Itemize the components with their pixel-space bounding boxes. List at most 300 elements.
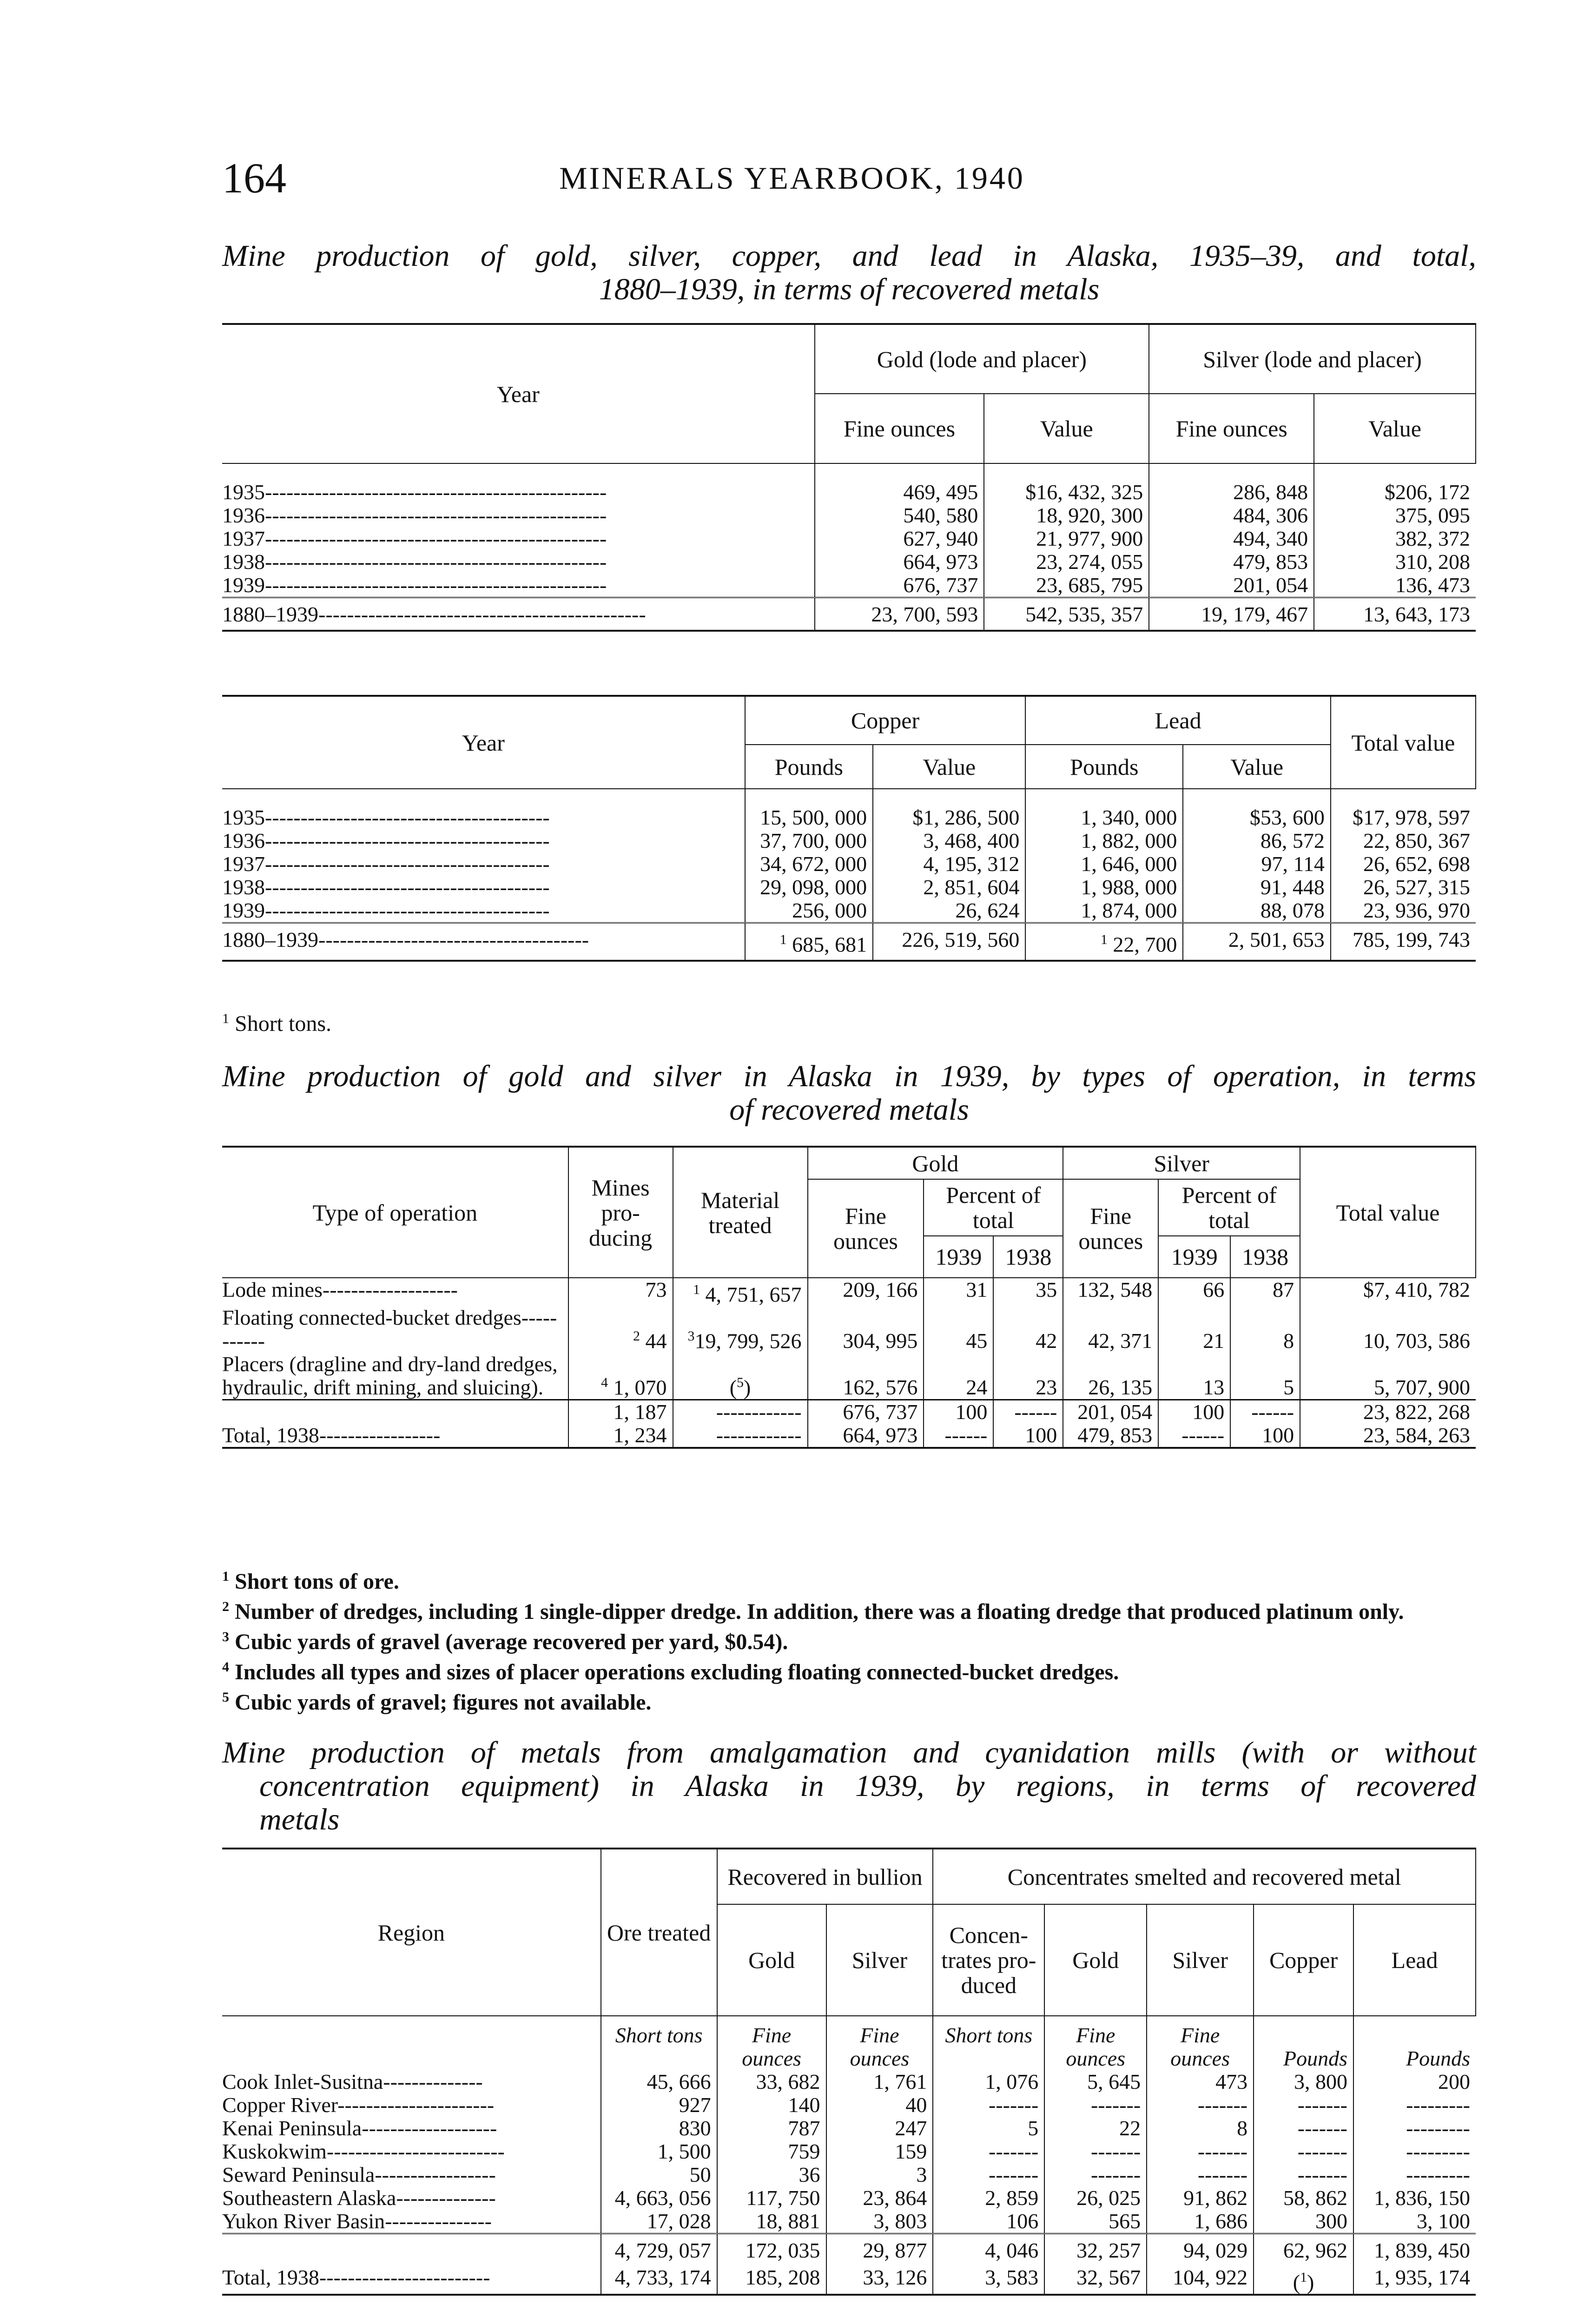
- table1-grp-gold: Gold (lode and placer): [815, 324, 1149, 394]
- cell: 286, 848: [1149, 481, 1314, 504]
- table-row-total: [222, 923, 1476, 961]
- cell: $206, 172: [1314, 481, 1476, 504]
- table-row: [222, 1306, 1476, 1353]
- table4-col-lead: Lead: [1353, 1904, 1476, 2016]
- table-row: [222, 852, 1476, 876]
- table-row-total-1938: [222, 2266, 1476, 2295]
- cell: 23, 274, 055: [984, 550, 1149, 574]
- cell: ------------: [673, 1424, 808, 1448]
- cell: -------: [1254, 2163, 1353, 2186]
- table3-col-silver-percent: Percent of total: [1158, 1179, 1300, 1236]
- cell: 1, 234: [568, 1424, 673, 1448]
- table1-caption: [222, 239, 1476, 306]
- table4-col-bullion-gold: Gold: [717, 1904, 826, 2016]
- cell: 36: [717, 2163, 826, 2186]
- cell: -------: [933, 2140, 1044, 2163]
- row-label: Placers (dragline and dry-land dredges, hydraulic, drift mining, and sluicing).: [222, 1352, 558, 1400]
- cell: 1, 836, 150: [1353, 2186, 1476, 2210]
- table3-col-material: Material treated: [673, 1147, 808, 1278]
- cell: 132, 548: [1063, 1278, 1158, 1306]
- cell: 3, 800: [1254, 2070, 1353, 2093]
- cell: 33, 682: [717, 2070, 826, 2093]
- cell: 4, 663, 056: [601, 2186, 717, 2210]
- cell: 676, 737: [808, 1400, 924, 1424]
- cell: 1, 839, 450: [1353, 2234, 1476, 2266]
- table2-col-total-value: Total value: [1331, 696, 1476, 789]
- table-row: [222, 2117, 1476, 2140]
- cell: 23, 822, 268: [1300, 1400, 1476, 1424]
- cell: 159: [826, 2140, 933, 2163]
- table4-caption-line3: metals: [259, 1802, 340, 1836]
- cell: ($^5$): [673, 1353, 808, 1400]
- row-label: 1938------------------------------------------------: [222, 550, 607, 574]
- footnote: $^3$ Cubic yards of gravel (average recovered per yard, $0.54).: [222, 1629, 788, 1654]
- cell: 17, 028: [601, 2210, 717, 2234]
- row-label: 1939------------------------------------------------: [222, 573, 607, 597]
- cell: 140: [717, 2093, 826, 2117]
- cell: 87: [1230, 1278, 1300, 1306]
- cell: 15, 500, 000: [745, 806, 873, 829]
- page-number: 164: [222, 154, 286, 202]
- table4-col-bullion-silver: Silver: [826, 1904, 933, 2016]
- cell: $^4$ 1, 070: [568, 1353, 673, 1400]
- unit: Pounds: [1254, 2016, 1353, 2070]
- row-label: Seward Peninsula-----------------: [222, 2163, 496, 2186]
- cell: 310, 208: [1314, 550, 1476, 574]
- cell: -------: [933, 2093, 1044, 2117]
- cell: 927: [601, 2093, 717, 2117]
- row-label: Total, 1938------------------------: [222, 2265, 490, 2289]
- cell: 5, 707, 900: [1300, 1353, 1476, 1400]
- table2-copper-lead: [222, 695, 1476, 962]
- cell: 73: [568, 1278, 673, 1306]
- cell: 664, 973: [815, 550, 984, 574]
- cell: ------: [993, 1400, 1063, 1424]
- table-row: [222, 1278, 1476, 1306]
- row-label: Kuskokwim-------------------------: [222, 2139, 505, 2163]
- cell: 3, 803: [826, 2210, 933, 2234]
- row-label: Total, 1938-----------------: [222, 1423, 441, 1447]
- cell: 830: [601, 2117, 717, 2140]
- cell: 106: [933, 2210, 1044, 2234]
- cell: 29, 098, 000: [745, 876, 873, 899]
- cell: 627, 940: [815, 527, 984, 550]
- table1-caption-line2: 1880–1939, in terms of recovered metals: [599, 272, 1100, 306]
- footnote: $^1$ Short tons of ore.: [222, 1569, 399, 1594]
- cell: 664, 973: [808, 1424, 924, 1448]
- cell: 45: [924, 1306, 993, 1353]
- unit: Pounds: [1353, 2016, 1476, 2070]
- table4-col-copper: Copper: [1254, 1904, 1353, 2016]
- cell: 91, 448: [1183, 876, 1330, 899]
- cell: $7, 410, 782: [1300, 1278, 1476, 1306]
- table-row: [222, 899, 1476, 923]
- cell: 494, 340: [1149, 527, 1314, 550]
- table4-col-ore: Ore treated: [601, 1849, 717, 2016]
- cell: 542, 535, 357: [984, 598, 1149, 631]
- cell: -------: [1147, 2140, 1254, 2163]
- cell: 226, 519, 560: [873, 923, 1025, 961]
- cell: -------: [1044, 2140, 1147, 2163]
- cell: -------: [933, 2163, 1044, 2186]
- table-row: [222, 2210, 1476, 2234]
- cell: 172, 035: [717, 2234, 826, 2266]
- table2-grp-copper: Copper: [745, 696, 1026, 745]
- cell: 785, 199, 743: [1331, 923, 1476, 961]
- row-label: 1935------------------------------------------------: [222, 480, 607, 504]
- cell: 676, 737: [815, 574, 984, 598]
- table1-caption-line1: Mine production of gold, silver, copper, and lead in Alaska, 1935–39, and total,: [222, 239, 1476, 273]
- cell: 4, 733, 174: [601, 2266, 717, 2295]
- table3-caption: [222, 1060, 1476, 1127]
- table1-col-gold-value: Value: [984, 394, 1149, 463]
- table1-grp-silver: Silver (lode and placer): [1149, 324, 1476, 394]
- cell: 35: [993, 1278, 1063, 1306]
- table1-col-gold-oz: Fine ounces: [815, 394, 984, 463]
- cell: 1, 340, 000: [1025, 806, 1183, 829]
- table-row: [222, 2163, 1476, 2186]
- table4-caption-line2: concentration equipment) in Alaska in 1939, by regions, in terms of recovered: [259, 1769, 1476, 1803]
- cell: 540, 580: [815, 504, 984, 527]
- cell: 565: [1044, 2210, 1147, 2234]
- cell: 13: [1158, 1353, 1230, 1400]
- table-row: [222, 481, 1476, 504]
- row-label: Kenai Peninsula-------------------: [222, 2116, 497, 2140]
- cell: 201, 054: [1149, 574, 1314, 598]
- table-row: [222, 806, 1476, 829]
- cell: 100: [924, 1400, 993, 1424]
- table4-col-region: Region: [222, 1849, 601, 2016]
- cell: 1, 187: [568, 1400, 673, 1424]
- cell: ------: [1230, 1400, 1300, 1424]
- running-head: MINERALS YEARBOOK, 1940: [559, 160, 1025, 196]
- cell: 787: [717, 2117, 826, 2140]
- cell: 37, 700, 000: [745, 829, 873, 852]
- cell: -------: [1254, 2117, 1353, 2140]
- table3-col-silver-1939: 1939: [1158, 1236, 1230, 1278]
- table3-col-gold-1938: 1938: [993, 1236, 1063, 1278]
- cell: 33, 126: [826, 2266, 933, 2295]
- unit: Fine ounces: [1044, 2016, 1147, 2070]
- table2-body: [222, 806, 1476, 961]
- cell: ---------: [1353, 2140, 1476, 2163]
- cell: -------: [1254, 2140, 1353, 2163]
- cell: 4, 195, 312: [873, 852, 1025, 876]
- cell: $^1$ 4, 751, 657: [673, 1278, 808, 1306]
- cell: ---------: [1353, 2117, 1476, 2140]
- footnote: $^5$ Cubic yards of gravel; figures not available.: [222, 1690, 652, 1715]
- row-label: 1936------------------------------------------------: [222, 503, 607, 527]
- table3-col-gold-oz: Fine ounces: [808, 1179, 924, 1278]
- table-row: [222, 876, 1476, 899]
- cell: 8: [1147, 2117, 1254, 2140]
- cell: 18, 920, 300: [984, 504, 1149, 527]
- cell: 1, 882, 000: [1025, 829, 1183, 852]
- cell: 2, 851, 604: [873, 876, 1025, 899]
- footnote: $^2$ Number of dredges, including 1 single-dipper dredge. In addition, there was a floating dredge that produced platinum only.: [222, 1599, 1404, 1624]
- cell: 117, 750: [717, 2186, 826, 2210]
- cell: 1, 646, 000: [1025, 852, 1183, 876]
- cell: 23: [993, 1353, 1063, 1400]
- cell: -------: [1147, 2163, 1254, 2186]
- cell: 10, 703, 586: [1300, 1306, 1476, 1353]
- cell: 4, 729, 057: [601, 2234, 717, 2266]
- table2-grp-lead: Lead: [1025, 696, 1330, 745]
- row-label: Yukon River Basin---------------: [222, 2209, 492, 2233]
- cell: 32, 567: [1044, 2266, 1147, 2295]
- cell: 209, 166: [808, 1278, 924, 1306]
- cell: ------: [1158, 1424, 1230, 1448]
- row-label: Copper River----------------------: [222, 2093, 495, 2117]
- row-label: Southeastern Alaska--------------: [222, 2186, 496, 2210]
- cell: 23, 936, 970: [1331, 899, 1476, 923]
- row-label: 1937----------------------------------------: [222, 852, 550, 876]
- table4-grp-bullion: Recovered in bullion: [717, 1849, 933, 1904]
- cell: 42, 371: [1063, 1306, 1158, 1353]
- table4-caption-line1: Mine production of metals from amalgamation and cyanidation mills (with or without: [222, 1736, 1476, 1769]
- row-label: Floating connected-bucket dredges-----------: [222, 1306, 557, 1353]
- row-label: 1939----------------------------------------: [222, 898, 550, 922]
- cell: 100: [993, 1424, 1063, 1448]
- cell: 1, 076: [933, 2070, 1044, 2093]
- cell: 23, 584, 263: [1300, 1424, 1476, 1448]
- cell: ---------: [1353, 2093, 1476, 2117]
- table4-grp-concentrates: Concentrates smelted and recovered metal: [933, 1849, 1476, 1904]
- cell: 58, 862: [1254, 2186, 1353, 2210]
- cell: 23, 700, 593: [815, 598, 984, 631]
- cell: 3, 468, 400: [873, 829, 1025, 852]
- row-label: 1936----------------------------------------: [222, 829, 550, 852]
- cell: 26, 025: [1044, 2186, 1147, 2210]
- table3-caption-line2: of recovered metals: [729, 1093, 969, 1127]
- table4-body: [222, 2016, 1476, 2295]
- cell: ---------: [1353, 2163, 1476, 2186]
- cell: 100: [1230, 1424, 1300, 1448]
- cell: 2, 501, 653: [1183, 923, 1330, 961]
- table3-body: [222, 1278, 1476, 1448]
- row-label: Lode mines-------------------: [222, 1278, 458, 1301]
- row-label: [222, 1400, 568, 1424]
- row-label: 1938----------------------------------------: [222, 875, 550, 899]
- cell: 136, 473: [1314, 574, 1476, 598]
- cell: $17, 978, 597: [1331, 806, 1476, 829]
- unit: Fine ounces: [717, 2016, 826, 2070]
- table-row-total: [222, 598, 1476, 631]
- cell: 19, 179, 467: [1149, 598, 1314, 631]
- unit: Fine ounces: [1147, 2016, 1254, 2070]
- table4-caption: [222, 1736, 1476, 1836]
- cell: 22: [1044, 2117, 1147, 2140]
- cell: -------: [1044, 2163, 1147, 2186]
- cell: 22, 850, 367: [1331, 829, 1476, 852]
- table-units-row: [222, 2016, 1476, 2070]
- cell: 473: [1147, 2070, 1254, 2093]
- cell: 100: [1158, 1400, 1230, 1424]
- cell: 26, 135: [1063, 1353, 1158, 1400]
- footnote: $^4$ Includes all types and sizes of placer operations excluding floating connected-bucket dredges.: [222, 1659, 1119, 1684]
- cell: 66: [1158, 1278, 1230, 1306]
- table2-col-copper-value: Value: [873, 745, 1025, 789]
- cell: 40: [826, 2093, 933, 2117]
- cell: 200: [1353, 2070, 1476, 2093]
- cell: 3, 583: [933, 2266, 1044, 2295]
- cell: 91, 862: [1147, 2186, 1254, 2210]
- cell: 4, 046: [933, 2234, 1044, 2266]
- cell: 201, 054: [1063, 1400, 1158, 1424]
- table3-col-gold-percent: Percent of total: [924, 1179, 1063, 1236]
- cell: 247: [826, 2117, 933, 2140]
- table2-col-lead-value: Value: [1183, 745, 1330, 789]
- table3-operation-types: [222, 1146, 1476, 1449]
- cell: ------------: [673, 1400, 808, 1424]
- table3-col-total-value: Total value: [1300, 1147, 1476, 1278]
- table-row: [222, 574, 1476, 598]
- cell: 26, 527, 315: [1331, 876, 1476, 899]
- cell: $1, 286, 500: [873, 806, 1025, 829]
- table2-footnotes: [222, 1006, 1476, 1037]
- cell: 1, 761: [826, 2070, 933, 2093]
- cell: 479, 853: [1149, 550, 1314, 574]
- cell: 3, 100: [1353, 2210, 1476, 2234]
- cell: 162, 576: [808, 1353, 924, 1400]
- table-row: [222, 2186, 1476, 2210]
- cell: $^1$ 22, 700: [1025, 923, 1183, 961]
- cell: 45, 666: [601, 2070, 717, 2093]
- unit: Short tons: [601, 2016, 717, 2070]
- cell: 21: [1158, 1306, 1230, 1353]
- table3-grp-gold: Gold: [808, 1147, 1063, 1179]
- table1-col-silver-value: Value: [1314, 394, 1476, 463]
- cell: 32, 257: [1044, 2234, 1147, 2266]
- cell: 5: [1230, 1353, 1300, 1400]
- row-label: [222, 2016, 601, 2070]
- table3-col-mines: Mines pro-ducing: [568, 1147, 673, 1278]
- cell: ($^1$): [1254, 2266, 1353, 2295]
- cell: 31: [924, 1278, 993, 1306]
- cell: 469, 495: [815, 481, 984, 504]
- cell: 104, 922: [1147, 2266, 1254, 2295]
- table-row-total: [222, 1400, 1476, 1424]
- cell: 21, 977, 900: [984, 527, 1149, 550]
- row-label: 1937------------------------------------------------: [222, 527, 607, 550]
- table-row-total: [222, 2234, 1476, 2266]
- page-header: [0, 153, 1584, 205]
- cell: $16, 432, 325: [984, 481, 1149, 504]
- table-row: [222, 829, 1476, 852]
- cell: 23, 685, 795: [984, 574, 1149, 598]
- cell: 18, 881: [717, 2210, 826, 2234]
- cell: 29, 877: [826, 2234, 933, 2266]
- cell: 13, 643, 173: [1314, 598, 1476, 631]
- table3-footnotes: [222, 1564, 1476, 1715]
- cell: 26, 624: [873, 899, 1025, 923]
- table3-col-type: Type of operation: [222, 1147, 568, 1278]
- cell: 8: [1230, 1306, 1300, 1353]
- table3-col-silver-oz: Fine ounces: [1063, 1179, 1158, 1278]
- table2-col-copper-pounds: Pounds: [745, 745, 873, 789]
- cell: 26, 652, 698: [1331, 852, 1476, 876]
- table4-col-concentrates: Concen-trates pro-duced: [933, 1904, 1044, 2016]
- cell: 50: [601, 2163, 717, 2186]
- table3-col-gold-1939: 1939: [924, 1236, 993, 1278]
- table1-col-year: Year: [222, 324, 815, 463]
- cell: 34, 672, 000: [745, 852, 873, 876]
- table-row: [222, 1353, 1476, 1400]
- table4-col-conc-silver: Silver: [1147, 1904, 1254, 2016]
- cell: 1, 935, 174: [1353, 2266, 1476, 2295]
- row-label: 1880–1939----------------------------------------------: [222, 598, 815, 631]
- cell: $^1$ 685, 681: [745, 923, 873, 961]
- cell: $^2$ 44: [568, 1306, 673, 1353]
- cell: 97, 114: [1183, 852, 1330, 876]
- cell: 1, 988, 000: [1025, 876, 1183, 899]
- table4-col-conc-gold: Gold: [1044, 1904, 1147, 2016]
- unit: Short tons: [933, 2016, 1044, 2070]
- table-row: [222, 527, 1476, 550]
- cell: 2, 859: [933, 2186, 1044, 2210]
- cell: 479, 853: [1063, 1424, 1158, 1448]
- table-row: [222, 504, 1476, 527]
- table1-gold-silver: [222, 323, 1476, 632]
- table1-col-silver-oz: Fine ounces: [1149, 394, 1314, 463]
- cell: ------: [924, 1424, 993, 1448]
- cell: 256, 000: [745, 899, 873, 923]
- table2-col-lead-pounds: Pounds: [1025, 745, 1183, 789]
- cell: 1, 874, 000: [1025, 899, 1183, 923]
- cell: 484, 306: [1149, 504, 1314, 527]
- row-label: Cook Inlet-Susitna--------------: [222, 2070, 483, 2093]
- cell: 24: [924, 1353, 993, 1400]
- cell: 382, 372: [1314, 527, 1476, 550]
- table-row: [222, 2070, 1476, 2093]
- row-label: 1935----------------------------------------: [222, 805, 550, 829]
- cell: $^3$19, 799, 526: [673, 1306, 808, 1353]
- table3-grp-silver: Silver: [1063, 1147, 1300, 1179]
- footnote: $^1$ Short tons.: [222, 1011, 332, 1036]
- table2-col-year: Year: [222, 696, 745, 789]
- cell: 375, 095: [1314, 504, 1476, 527]
- table-row-total-1938: [222, 1424, 1476, 1448]
- cell: 3: [826, 2163, 933, 2186]
- cell: 5: [933, 2117, 1044, 2140]
- cell: 88, 078: [1183, 899, 1330, 923]
- cell: $53, 600: [1183, 806, 1330, 829]
- unit: Fine ounces: [826, 2016, 933, 2070]
- cell: 185, 208: [717, 2266, 826, 2295]
- cell: 62, 962: [1254, 2234, 1353, 2266]
- cell: 759: [717, 2140, 826, 2163]
- cell: 86, 572: [1183, 829, 1330, 852]
- row-label: 1880–1939--------------------------------------: [222, 923, 745, 961]
- cell: 1, 686: [1147, 2210, 1254, 2234]
- cell: 94, 029: [1147, 2234, 1254, 2266]
- table-row: [222, 550, 1476, 574]
- table3-caption-line1: Mine production of gold and silver in Alaska in 1939, by types of operation, in terms: [222, 1059, 1476, 1093]
- cell: 5, 645: [1044, 2070, 1147, 2093]
- cell: 23, 864: [826, 2186, 933, 2210]
- cell: -------: [1147, 2093, 1254, 2117]
- row-label: [222, 2234, 601, 2266]
- cell: 300: [1254, 2210, 1353, 2234]
- cell: 1, 500: [601, 2140, 717, 2163]
- table3-col-silver-1938: 1938: [1230, 1236, 1300, 1278]
- table-row: [222, 2093, 1476, 2117]
- cell: 304, 995: [808, 1306, 924, 1353]
- cell: -------: [1254, 2093, 1353, 2117]
- cell: -------: [1044, 2093, 1147, 2117]
- table4-mills-by-region: [222, 1848, 1476, 2296]
- table1-body: [222, 481, 1476, 631]
